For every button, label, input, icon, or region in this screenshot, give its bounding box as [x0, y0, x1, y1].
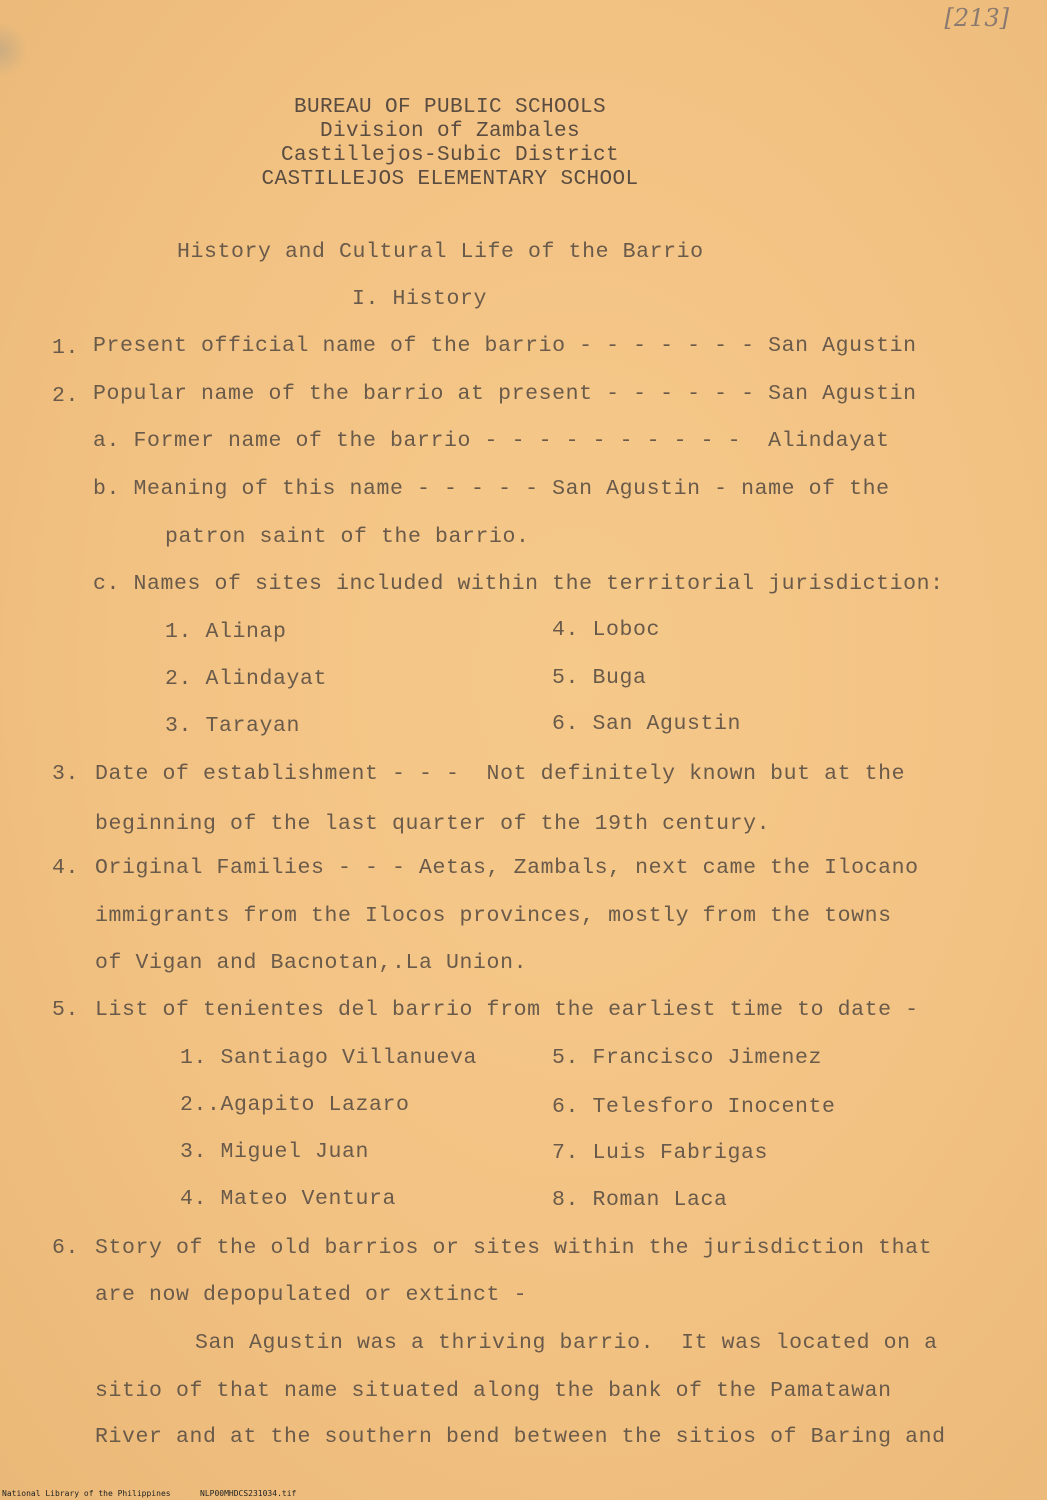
- item-2b-text: b. Meaning of this name - - - - - San Agustin - name of the: [93, 477, 890, 501]
- item-1-text: Present official name of the barrio - - - - - - - San Agustin: [93, 334, 917, 358]
- item-4-continuation: immigrants from the Ilocos provinces, mostly from the towns: [95, 904, 892, 928]
- page-edge-mark: [0, 20, 26, 80]
- page-annotation: [213]: [944, 4, 1009, 32]
- item-6-continuation: are now depopulated or extinct -: [95, 1283, 528, 1307]
- item-5-number: 5.: [52, 998, 80, 1022]
- item-4-number: 4.: [52, 856, 80, 880]
- item-1-number: 1.: [52, 336, 80, 360]
- item-6-number: 6.: [52, 1236, 80, 1260]
- item-6-text: Story of the old barrios or sites within the jurisdiction that: [95, 1236, 933, 1260]
- item-4-continuation: of Vigan and Bacnotan,.La Union.: [95, 951, 528, 975]
- item-3-text: Date of establishment - - - Not definitely known but at the: [95, 762, 906, 786]
- site-item: 5. Buga: [552, 666, 647, 690]
- footer-library: National Library of the Philippines: [2, 1489, 171, 1498]
- section-heading: I. History: [352, 287, 488, 311]
- paragraph-line: San Agustin was a thriving barrio. It was located on a: [195, 1331, 938, 1355]
- header-division: Division of Zambales: [319, 120, 581, 143]
- footer-filename: NLP00MHDCS231034.tif: [200, 1489, 297, 1498]
- item-4-text: Original Families - - - Aetas, Zambals, next came the Ilocano: [95, 856, 919, 880]
- item-2c-text: c. Names of sites included within the territorial jurisdiction:: [93, 572, 944, 596]
- paragraph-line: sitio of that name situated along the bank of the Pamatawan: [95, 1379, 892, 1403]
- item-2-text: Popular name of the barrio at present - - - - - - San Agustin: [93, 382, 917, 406]
- teniente-item: 1. Santiago Villanueva: [180, 1046, 478, 1070]
- item-2b-continuation: patron saint of the barrio.: [165, 525, 530, 549]
- site-item: 1. Alinap: [165, 620, 287, 644]
- item-3-number: 3.: [52, 762, 80, 786]
- paragraph-line: River and at the southern bend between the sitios of Baring and: [95, 1425, 946, 1449]
- teniente-item: 8. Roman Laca: [552, 1188, 728, 1212]
- site-item: 2. Alindayat: [165, 667, 328, 691]
- teniente-item: 7. Luis Fabrigas: [552, 1141, 769, 1165]
- teniente-item: 2..Agapito Lazaro: [180, 1093, 410, 1117]
- item-3-continuation: beginning of the last quarter of the 19th century.: [95, 812, 771, 836]
- site-item: 3. Tarayan: [165, 714, 301, 738]
- teniente-item: 3. Miguel Juan: [180, 1140, 370, 1164]
- header-district: Castillejos-Subic District: [280, 144, 620, 167]
- item-2-number: 2.: [52, 384, 80, 408]
- teniente-item: 6. Telesforo Inocente: [552, 1095, 836, 1119]
- site-item: 4. Loboc: [552, 618, 661, 642]
- teniente-item: 5. Francisco Jimenez: [552, 1046, 823, 1070]
- header-bureau: BUREAU OF PUBLIC SCHOOLS: [293, 96, 607, 119]
- header-school: CASTILLEJOS ELEMENTARY SCHOOL: [261, 168, 639, 191]
- item-5-text: List of tenientes del barrio from the earliest time to date -: [95, 998, 919, 1022]
- document-title: History and Cultural Life of the Barrio: [177, 240, 704, 264]
- item-2a-text: a. Former name of the barrio - - - - - - - - - - Alindayat: [93, 429, 890, 453]
- teniente-item: 4. Mateo Ventura: [180, 1187, 397, 1211]
- site-item: 6. San Agustin: [552, 712, 742, 736]
